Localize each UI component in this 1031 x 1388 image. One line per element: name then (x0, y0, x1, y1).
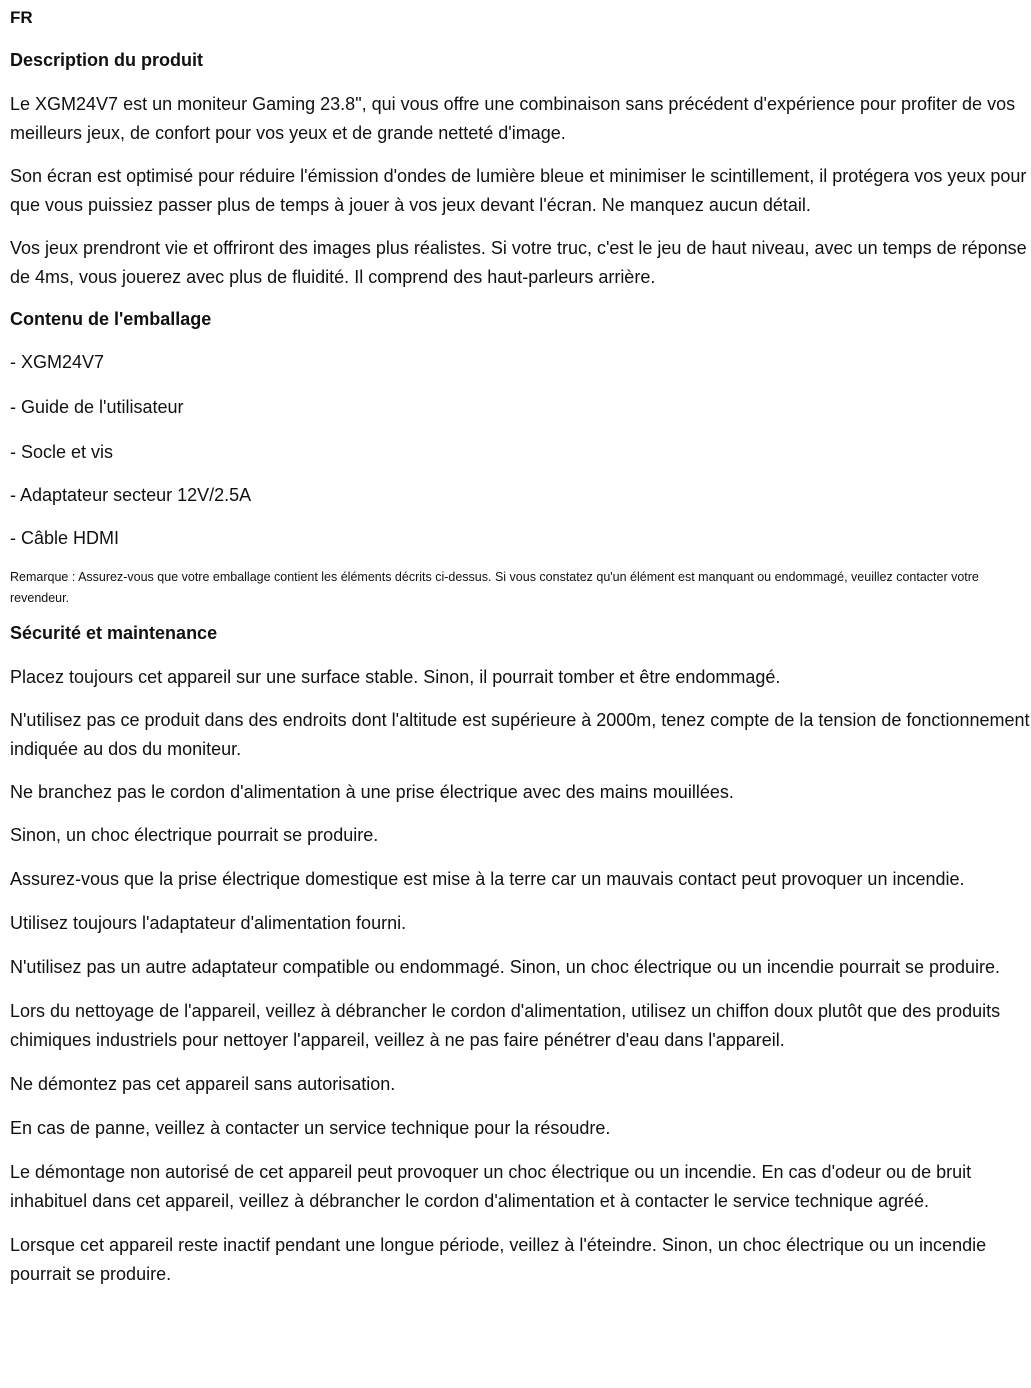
safety-paragraph: N'utilisez pas ce produit dans des endroits dont l'altitude est supérieure à 2000m, tenez compte de la tension de fonctionnement indiquée au dos du moniteur. (10, 710, 1030, 759)
safety-paragraph: Assurez-vous que la prise électrique domestique est mise à la terre car un mauvais contact peut provoquer un incendie. (10, 869, 965, 889)
package-item: - Guide de l'utilisateur (10, 397, 184, 417)
safety-paragraph: Ne branchez pas le cordon d'alimentation à une prise électrique avec des mains mouillées. (10, 782, 734, 802)
description-paragraph: Son écran est optimisé pour réduire l'émission d'ondes de lumière bleue et minimiser le scintillement, il protégera vos yeux pour que vous puissiez passer plus de temps à jouer à vos jeux devant l'écran. Ne manquez aucun détail. (10, 166, 1027, 215)
safety-paragraph: En cas de panne, veillez à contacter un service technique pour la résoudre. (10, 1118, 611, 1138)
language-code: FR (10, 8, 33, 27)
section-title-contents: Contenu de l'emballage (10, 309, 212, 329)
safety-paragraph: N'utilisez pas un autre adaptateur compatible ou endommagé. Sinon, un choc électrique ou un incendie pourrait se produire. (10, 957, 1001, 977)
package-item: - Câble HDMI (10, 528, 120, 548)
safety-paragraph: Le démontage non autorisé de cet appareil peut provoquer un choc électrique ou un incendie. En cas d'odeur ou de bruit inhabituel dans cet appareil, veillez à débrancher le cordon d'alimentation et à contacter le service technique agréé. (10, 1162, 972, 1211)
package-item: - Adaptateur secteur 12V/2.5A (10, 485, 252, 505)
safety-paragraph: Lorsque cet appareil reste inactif pendant une longue période, veillez à l'éteindre. Sinon, un choc électrique ou un incendie pourrait se produire. (10, 1235, 987, 1284)
safety-paragraph: Ne démontez pas cet appareil sans autorisation. (10, 1074, 396, 1094)
package-item: - XGM24V7 (10, 352, 105, 372)
description-paragraph: Le XGM24V7 est un moniteur Gaming 23.8", qui vous offre une combinaison sans précédent d'expérience pour profiter de vos meilleurs jeux, de confort pour vos yeux et de grande netteté d'image. (10, 94, 1016, 143)
package-note: Remarque : Assurez-vous que votre emballage contient les éléments décrits ci-dessus. Si vous constatez qu'un élément est manquant ou endommagé, veuillez contacter votre revendeur. (10, 570, 979, 605)
safety-paragraph: Placez toujours cet appareil sur une surface stable. Sinon, il pourrait tomber et être endommagé. (10, 667, 781, 687)
safety-paragraph: Lors du nettoyage de l'appareil, veillez à débrancher le cordon d'alimentation, utilisez un chiffon doux plutôt que des produits chimiques industriels pour nettoyer l'appareil, veillez à ne pas faire pénétrer d'eau dans l'appareil. (10, 1001, 1001, 1050)
package-item: - Socle et vis (10, 442, 114, 462)
safety-paragraph: Utilisez toujours l'adaptateur d'alimentation fourni. (10, 913, 407, 933)
section-title-description: Description du produit (10, 50, 203, 70)
description-paragraph: Vos jeux prendront vie et offriront des images plus réalistes. Si votre truc, c'est le jeu de haut niveau, avec un temps de réponse de 4ms, vous jouerez avec plus de fluidité. Il comprend des haut-parleurs arrière. (10, 238, 1027, 287)
safety-paragraph: Sinon, un choc électrique pourrait se produire. (10, 825, 379, 845)
section-title-safety: Sécurité et maintenance (10, 623, 218, 643)
